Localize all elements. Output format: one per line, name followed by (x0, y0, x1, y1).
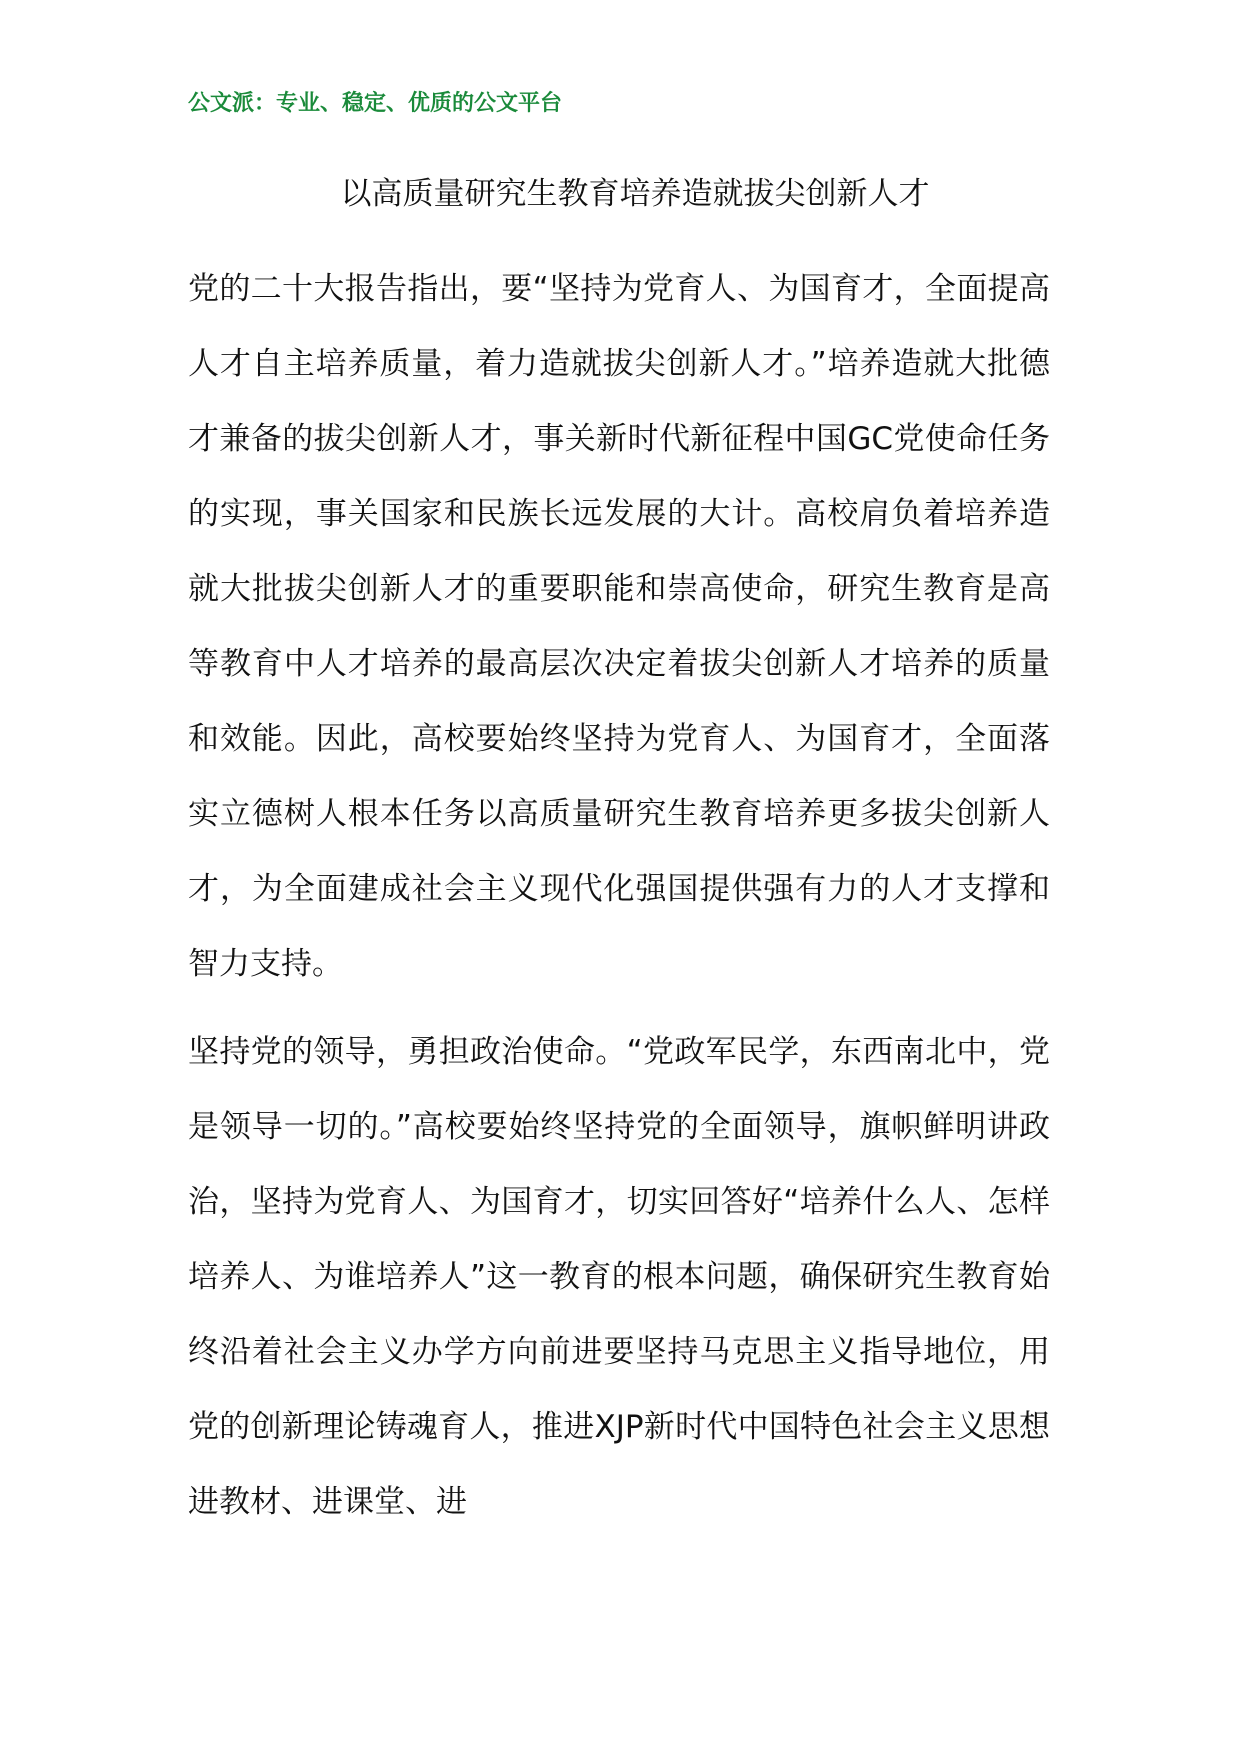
body-paragraph-2: 坚持党的领导，勇担政治使命。“党政军民学，东西南北中，党是领导一切的。”高校要始终坚持党的全面领导，旗帜鲜明讲政治，坚持为党育人、为国育才，切实回答好“培养什么人、怎样培养人、为谁培养人”这一教育的根本问题，确保研究生教育始终沿着社会主义办学方向前进要坚持马克思主义指导地位，用党的创新理论铸魂育人，推进XJP新时代中国特色社会主义思想进教材、进课堂、进 (188, 1034, 1050, 1520)
document-title: 以高质量研究生教育培养造就拔尖创新人才 (340, 176, 930, 212)
brand-header: 公文派：专业、稳定、优质的公文平台 (188, 91, 563, 116)
body-paragraph-1: 党的二十大报告指出，要“坚持为党育人、为国育才，全面提高人才自主培养质量，着力造就拔尖创新人才。”培养造就大批德才兼备的拔尖创新人才，事关新时代新征程中国GC党使命任务的实现，事关国家和民族长远发展的大计。高校肩负着培养造就大批拔尖创新人才的重要职能和崇高使命，研究生教育是高等教育中人才培养的最高层次决定着拔尖创新人才培养的质量和效能。因此，高校要始终坚持为党育人、为国育才，全面落实立德树人根本任务以高质量研究生教育培养更多拔尖创新人才，为全面建成社会主义现代化强国提供强有力的人才支撑和智力支持。 (188, 271, 1050, 982)
